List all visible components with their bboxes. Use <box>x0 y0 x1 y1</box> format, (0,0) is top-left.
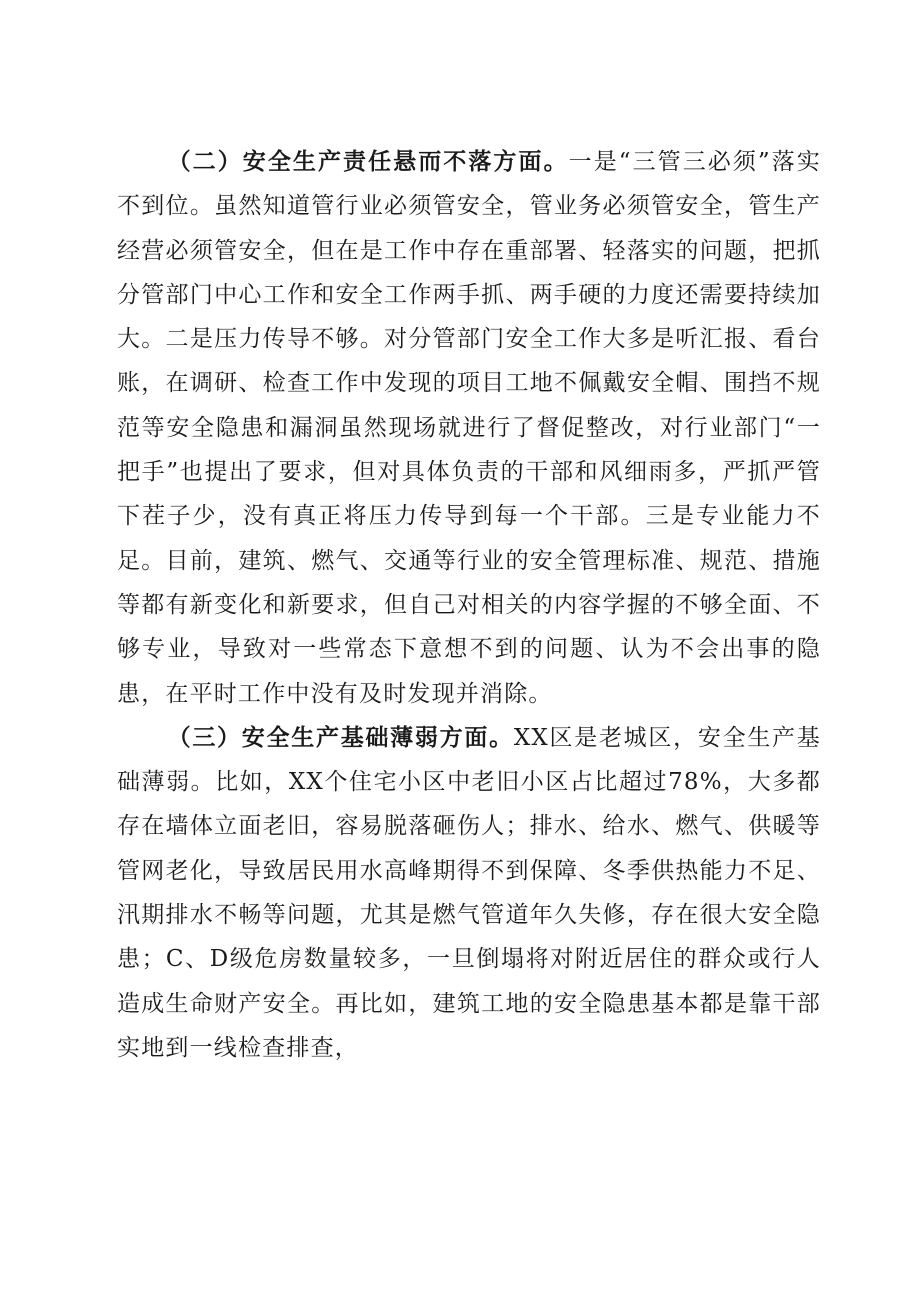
paragraph-section-2 <box>117 140 821 716</box>
section-heading-2: （二）安全生产责任悬而不落方面。 <box>167 148 569 175</box>
paragraph-section-3 <box>117 716 821 1070</box>
section-heading-3: （三）安全生产基础薄弱方面。 <box>167 723 514 751</box>
section-body-3: XX区是老城区，安全生产基础薄弱。比如，XX个住宅小区中老旧小区占比超过78%，大多都存在墙体立面老旧，容易脱落砸伤人；排水、给水、燃气、供暖等管网老化，导致居民用水高峰期得不到保障、冬季供热能力不足、汛期排水不畅等问题，尤其是燃气管道年久失修，存在很大安全隐患；C、D级危房数量较多，一旦倒塌将对附近居住的群众或行人造成生命财产安全。再比如，建筑工地的安全隐患基本都是靠干部实地到一线检查排查， <box>117 724 821 1061</box>
document-body <box>117 140 821 1070</box>
section-body-2: 一是“三管三必须”落实不到位。虽然知道管行业必须管安全，管业务必须管安全，管生产经营必须管安全，但在是工作中存在重部署、轻落实的问题，把抓分管部门中心工作和安全工作两手抓、两手硬的力度还需要持续加大。二是压力传导不够。对分管部门安全工作大多是听汇报、看台账，在调研、检查工作中发现的项目工地不佩戴安全帽、围挡不规范等安全隐患和漏洞虽然现场就进行了督促整改，对行业部门“一把手”也提出了要求，但对具体负责的干部和风细雨多，严抓严管下茬子少，没有真正将压力传导到每一个干部。三是专业能力不足。目前，建筑、燃气、交通等行业的安全管理标准、规范、措施等都有新变化和新要求，但自己对相关的内容学握的不够全面、不够专业，导致对一些常态下意想不到的问题、认为不会出事的隐患，在平时工作中没有及时发现并消除。 <box>117 149 822 707</box>
